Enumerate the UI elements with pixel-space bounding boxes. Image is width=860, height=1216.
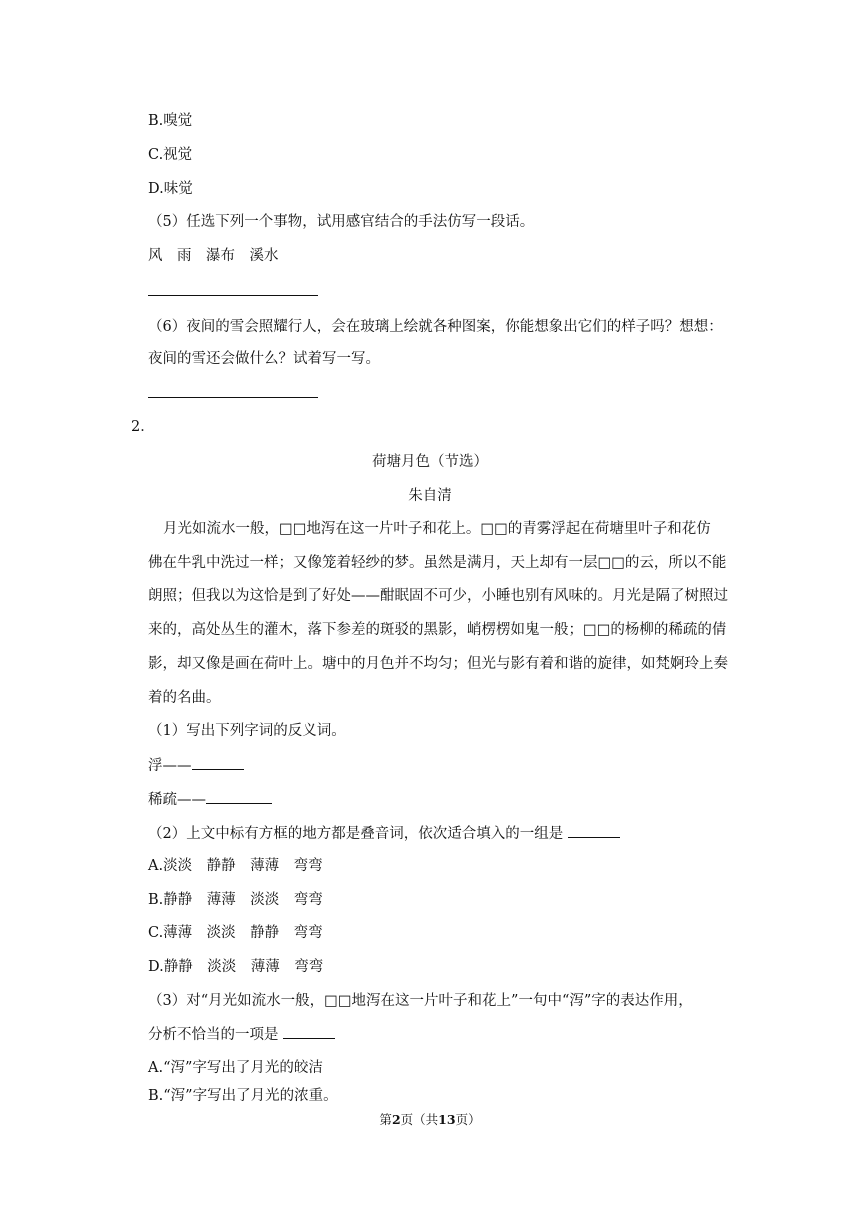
passage-line: 来的，高处丛生的灌木，落下参差的斑驳的黑影，峭楞楞如鬼一般；□□的杨柳的稀疏的倩 [148,622,727,638]
passage-author: 朱自清 [408,488,452,504]
footer-prefix: 第 [379,1112,392,1127]
question-2-option-d: D.静静 淡淡 薄薄 弯弯 [148,959,324,975]
question-3-option-a: A.“泻”字写出了月光的皎洁 [148,1060,323,1076]
passage-line: 影，却又像是画在荷叶上。塘中的月色并不均匀；但光与影有着和谐的旋律，如梵婀玲上奏 [148,656,728,672]
passage-title: 荷塘月色（节选） [372,454,488,470]
question-1-item-a [148,755,244,776]
passage-line: 月光如流水一般，□□地泻在这一片叶子和花上。□□的青雾浮起在荷塘里叶子和花仿 [163,521,711,537]
passage-line: 着的名曲。 [148,690,221,706]
option-d: D.味觉 [148,181,193,197]
question-number: 2． [131,419,155,435]
option-c: C.视觉 [148,147,193,163]
question-6-line-2: 夜间的雪还会做什么？试着写一写。 [148,351,380,367]
question-2-option-b: B.静静 薄薄 淡淡 弯弯 [148,892,323,908]
page-footer [0,1111,860,1129]
passage-line: 佛在牛乳中洗过一样；又像笼着轻纱的梦。虽然是满月，天上却有一层□□的云，所以不能 [148,555,727,571]
question-1-item-a-label: 浮—— [148,758,192,774]
question-2-text: （2）上文中标有方框的地方都是叠音词，依次适合填入的一组是 [148,826,568,842]
passage-line: 朗照；但我以为这恰是到了好处——酣眠固不可少，小睡也别有风味的。月光是隔了树照过 [148,588,728,604]
answer-blank [206,789,272,804]
question-5-items: 风 雨 瀑布 溪水 [148,248,279,264]
footer-total-pages: 13 [438,1112,456,1127]
question-2-option-a: A.淡淡 静静 薄薄 弯弯 [148,858,323,874]
answer-blank [568,823,620,838]
answer-blank-q5 [148,295,318,296]
question-2-option-c: C.薄薄 淡淡 静静 弯弯 [148,925,323,941]
option-b: B.嗅觉 [148,113,193,129]
question-6-line-1: （6）夜间的雪会照耀行人，会在玻璃上绘就各种图案，你能想象出它们的样子吗？想想： [148,319,723,335]
answer-blank [283,1024,335,1039]
question-3-option-b: B.“泻”字写出了月光的浓重。 [148,1088,338,1104]
question-1-item-b [148,789,272,810]
question-1-item-b-label: 稀疏—— [148,792,206,808]
answer-blank-q6 [148,397,318,398]
footer-middle: 页（共 [400,1112,439,1127]
answer-blank [192,755,244,770]
question-1: （1）写出下列字词的反义词。 [148,723,346,739]
question-3-line-1: （3）对“月光如流水一般，□□地泻在这一片叶子和花上”一句中“泻”字的表达作用， [148,993,693,1009]
footer-page-number: 2 [391,1112,401,1127]
question-2 [148,823,620,844]
question-3-text: 分析不恰当的一项是 [148,1027,284,1043]
footer-suffix: 页） [455,1112,481,1127]
question-3-line-2 [148,1024,335,1045]
question-5: （5）任选下列一个事物，试用感官结合的手法仿写一段话。 [148,214,535,230]
